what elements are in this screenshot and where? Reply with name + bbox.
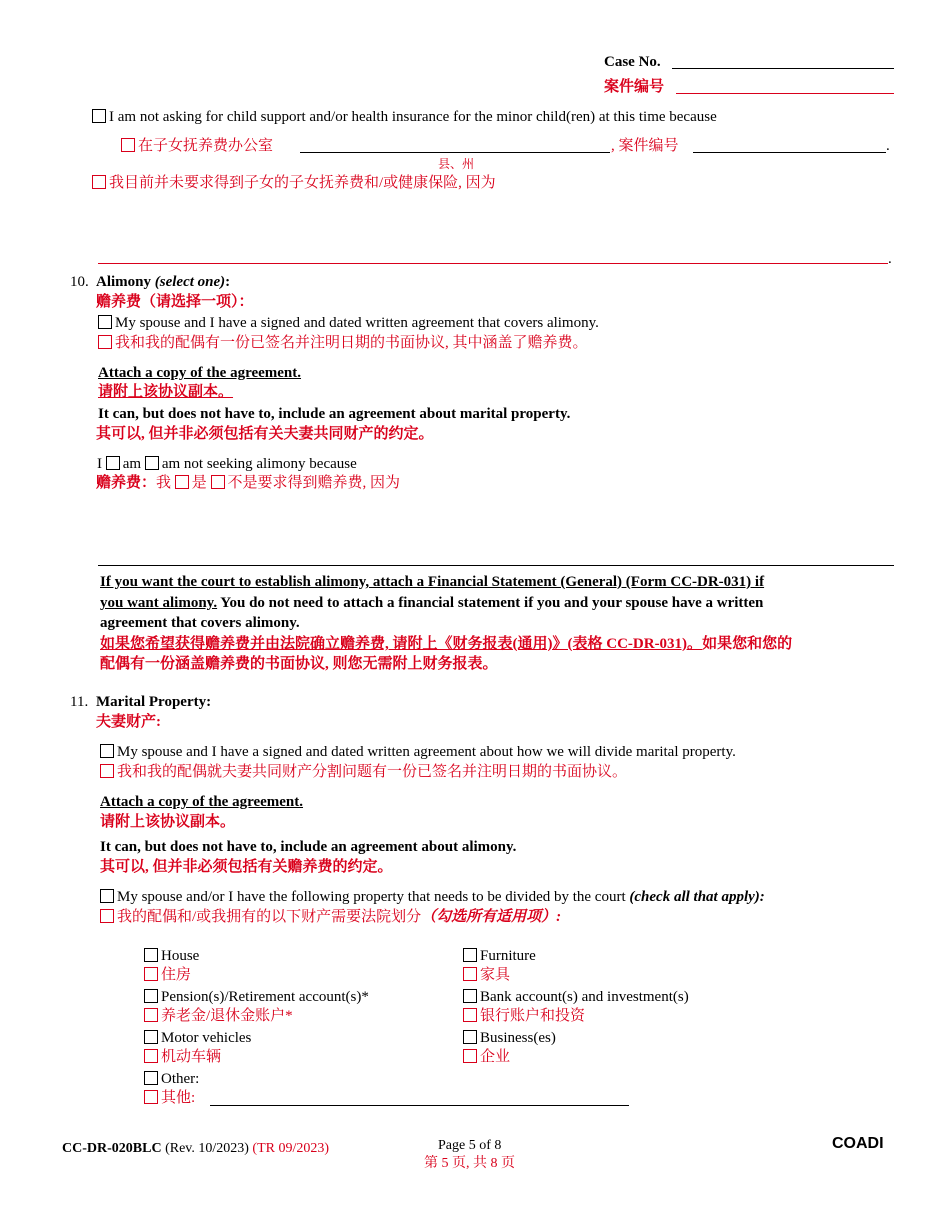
property-divide-row: My spouse and/or I have the following property that needs to be divided by the court (check all that apply): — [100, 888, 765, 906]
property-title-zh: 夫妻财产: — [96, 714, 161, 730]
footer-rev: (Rev. 10/2023) — [165, 1141, 249, 1156]
alimony-select-one-zh: （请选择一项）： — [141, 294, 254, 310]
item-motor: Motor vehicles — [144, 1029, 251, 1047]
county-state-field[interactable] — [300, 152, 610, 153]
item-furniture: Furniture — [463, 947, 536, 965]
financial-note-line3: agreement that covers alimony. — [100, 615, 300, 631]
footer-page-zh: 第 5 页, 共 8 页 — [424, 1156, 515, 1171]
footer-tr: (TR 09/2023) — [252, 1141, 330, 1156]
footer-form-id-row — [62, 1140, 329, 1158]
item-house: House — [144, 947, 199, 965]
alimony-is-not-zh-checkbox[interactable] — [211, 475, 225, 489]
child-support-office-row — [121, 137, 273, 155]
property-attach-zh: 请附上该协议副本。 — [100, 814, 236, 830]
footer-form-id: CC-DR-020BLC — [62, 1141, 162, 1156]
item-other: Other: — [144, 1070, 199, 1088]
child-support-reason-field[interactable] — [98, 263, 888, 264]
alimony-attach: Attach a copy of the agreement. — [98, 365, 302, 381]
property-agreement-row: My spouse and I have a signed and dated written agreement about how we will divide marital property. — [100, 743, 736, 761]
item-bank-zh-checkbox[interactable] — [463, 1008, 477, 1022]
financial-note-zh-line1: 如果您希望获得赡养费并由法院确立赡养费, 请附上《财务报表(通用)》(表格 CC-DR-031)。如果您和您的 — [100, 636, 793, 652]
alimony-agreement-zh-text: 我和我的配偶有一份已签名并注明日期的书面协议, 其中涵盖了赡养费。 — [115, 335, 588, 351]
alimony-number: 10. — [70, 274, 89, 290]
alimony-am-checkbox[interactable] — [106, 456, 120, 470]
child-support-office-checkbox[interactable] — [121, 138, 135, 152]
item-house-zh-checkbox[interactable] — [144, 967, 158, 981]
alimony-agreement-zh-row — [98, 334, 588, 352]
alimony-agreement-text: My spouse and I have a signed and dated written agreement that covers alimony. — [115, 315, 599, 331]
case-no-label-zh: 案件编号 — [604, 79, 665, 95]
item-motor-zh: 机动车辆 — [144, 1048, 221, 1066]
item-business-zh-checkbox[interactable] — [463, 1049, 477, 1063]
item-other-field[interactable] — [210, 1105, 629, 1106]
item-other-zh: 其他: — [144, 1089, 195, 1107]
case-no-field-zh — [676, 93, 894, 94]
item-bank-zh: 银行账户和投资 — [463, 1007, 585, 1025]
alimony-title-zh: 赡养费 — [96, 294, 142, 310]
alimony-can-include-zh: 其可以, 但并非必须包括有关夫妻共同财产的约定。 — [96, 426, 434, 442]
property-number: 11. — [70, 694, 89, 710]
child-support-not-asking-row — [92, 108, 717, 126]
child-support-case-field[interactable] — [693, 152, 886, 153]
property-attach: Attach a copy of the agreement. — [100, 794, 304, 810]
alimony-agreement-zh-checkbox[interactable] — [98, 335, 112, 349]
child-support-not-asking-zh-checkbox[interactable] — [92, 175, 106, 189]
alimony-attach-zh: 请附上该协议副本。 — [98, 384, 234, 400]
item-bank-checkbox[interactable] — [463, 989, 477, 1003]
alimony-reason-field[interactable] — [98, 565, 894, 566]
financial-note-zh-line2: 配偶有一份涵盖赡养费的书面协议, 则您无需附上财务报表。 — [100, 656, 498, 672]
property-divide-zh-checkbox[interactable] — [100, 909, 114, 923]
alimony-agreement-row — [98, 314, 599, 332]
alimony-can-include: It can, but does not have to, include an agreement about marital property. — [98, 406, 571, 422]
item-furniture-zh: 家具 — [463, 966, 510, 984]
child-support-not-asking-zh-row — [92, 174, 496, 192]
property-can-include: It can, but does not have to, include an agreement about alimony. — [100, 839, 517, 855]
child-support-office-label: 在子女抚养费办公室 — [138, 138, 274, 154]
case-no-field[interactable] — [672, 68, 894, 69]
item-pension-checkbox[interactable] — [144, 989, 158, 1003]
alimony-is-zh-checkbox[interactable] — [175, 475, 189, 489]
property-agreement-zh-checkbox[interactable] — [100, 764, 114, 778]
item-pension-zh: 养老金/退休金账户* — [144, 1007, 293, 1025]
child-support-case-label: , 案件编号 — [611, 138, 679, 154]
item-business: Business(es) — [463, 1029, 556, 1047]
property-divide-zh-row: 我的配偶和/或我拥有的以下财产需要法院划分（勾选所有适用项）: — [100, 908, 561, 926]
alimony-agreement-checkbox[interactable] — [98, 315, 112, 329]
item-business-checkbox[interactable] — [463, 1030, 477, 1044]
county-state-caption: 县、州 — [438, 157, 475, 171]
item-other-zh-checkbox[interactable] — [144, 1090, 158, 1104]
alimony-title: Alimony — [96, 274, 152, 290]
footer-coadi-logo: COADI — [832, 1135, 884, 1152]
item-motor-checkbox[interactable] — [144, 1030, 158, 1044]
alimony-title-zh-row — [96, 293, 254, 311]
property-title: Marital Property: — [96, 694, 212, 710]
property-agreement-zh-row: 我和我的配偶就夫妻共同财产分割问题有一份已签名并注明日期的书面协议。 — [100, 763, 627, 781]
item-bank: Bank account(s) and investment(s) — [463, 988, 689, 1006]
item-pension: Pension(s)/Retirement account(s)* — [144, 988, 369, 1006]
property-can-include-zh: 其可以, 但并非必须包括有关赡养费的约定。 — [100, 859, 393, 875]
item-business-zh: 企业 — [463, 1048, 510, 1066]
financial-note-line1: If you want the court to establish alimony, attach a Financial Statement (General) (Form CC-DR-031) if — [100, 574, 765, 590]
child-support-not-asking-checkbox[interactable] — [92, 109, 106, 123]
child-support-not-asking-text: I am not asking for child support and/or health insurance for the minor child(ren) at this time because — [109, 109, 717, 125]
item-pension-zh-checkbox[interactable] — [144, 1008, 158, 1022]
footer-page: Page 5 of 8 — [438, 1138, 502, 1153]
child-support-not-asking-zh-text: 我目前并未要求得到子女的子女抚养费和/或健康保险, 因为 — [109, 175, 496, 191]
alimony-title-row: Alimony (select one): — [96, 274, 231, 290]
item-house-checkbox[interactable] — [144, 948, 158, 962]
item-motor-zh-checkbox[interactable] — [144, 1049, 158, 1063]
item-furniture-checkbox[interactable] — [463, 948, 477, 962]
item-other-checkbox[interactable] — [144, 1071, 158, 1085]
alimony-am-not-checkbox[interactable] — [145, 456, 159, 470]
alimony-select-one: (select one) — [154, 274, 226, 290]
financial-note-line2: you want alimony. You do not need to attach a financial statement if you and your spouse have a written — [100, 595, 764, 611]
item-house-zh: 住房 — [144, 966, 191, 984]
property-divide-checkbox[interactable] — [100, 889, 114, 903]
alimony-seeking-zh-row: 赡养费：我 是 不是要求得到赡养费, 因为 — [96, 475, 401, 491]
property-agreement-checkbox[interactable] — [100, 744, 114, 758]
item-furniture-zh-checkbox[interactable] — [463, 967, 477, 981]
alimony-seeking-row: I am am not seeking alimony because — [97, 456, 357, 472]
case-no-label: Case No. — [604, 54, 661, 70]
